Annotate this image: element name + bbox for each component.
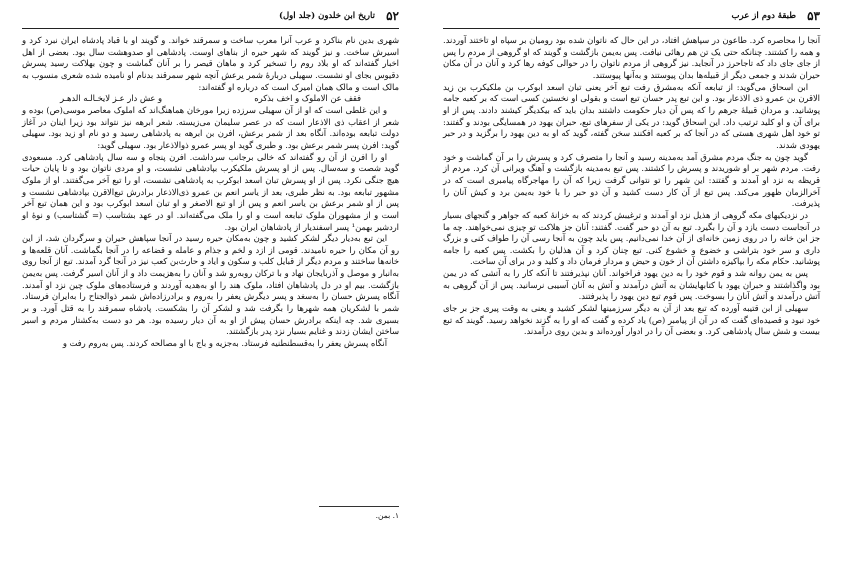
- right-paragraph: در نزدیکیهای مکه گروهی از هذیل نزد او آمدند و ترغیبش کردند که به خزانهٔ کعبه که جواهر و گنجهای بسیار در آنجاست دست یازد و آن را بگیرد. تبع به آن دو حبر گفت. گفتند: آنان جز هلاکت تو چیزی نمی‌خواهند. چه ما جز این خانه را در روی زمین خانه‌ای از آن خدا نمی‌دانیم. پس باید چون به آنجا رسی آن را طواف کنی و بزرگ داری و سر خود بتراشی و خضوع و خشوع کنی. تبع چنان کرد و آن هذلیان را بکشت. پس کعبه را جامه پوشانید. حکام مکه را بپاکیزه داشتن آن از خون و حیض و مردار فرمان داد و کلید و در برای آن ساخت.: [443, 209, 820, 267]
- footnote-rule: [319, 506, 399, 507]
- left-running-title: تاریخ ابن خلدون (جلد اول): [278, 11, 375, 21]
- verse-hemistich-left: و عش دار عـز لایخـالـه الدهـر: [60, 93, 163, 104]
- right-paragraph: آنجا را محاصره کرد. طاعون در سپاهش افتاد، در این حال که ناتوان شده بود رومیان بر سپاه او تاختند آوردند. و همه را کشتند. چنانکه حتی یک تن هم رهائی نیافت. پس به‌یمن بازگشت و گویند که او گروهی از مردم را پس از جای جای داد که تاجاحرز در آنجاید. نیز گروهی از مردم ناتوان را در حوالی کوفه رها کرد و آنان در آن مکان حیران شدند و جمعی دیگر از قبیله‌ها بدان پیوستند و به‌آنها پیوستند.: [443, 35, 820, 80]
- left-paragraph: آنگاه پسرش یعفر را به‌قسطنطنیه فرستاد. به‌جزیه و باج با او مصالحه کردند. پس به‌روم رفت و: [62, 338, 387, 349]
- left-paragraph: او را افرن از آن رو گفته‌اند که خالی برجانب سرداشت. افرن پنجاه و سه سال پادشاهی کرد. مسعودی گوید شصت و سه‌سال. پس از او پسرش ملکیکرب بپادشاهی نشست، و او مردی ناتوان بود و تا پایان حیات هیچ جنگی نکرد. پس از او پسرش تبان اسعد ابوکرب به پادشاهی نشست، او را تبع آخر می‌گفتند. او از ملوک مشهور تبابعه بود. به نظر طبری، بعد از یاسر انعم بن عمرو ذی‌الاذعار برادرش تبع‌الاقرن بپادشاهی نشست و پس از او شمر برعش بن یاسر انعم و پس از او تبع الاصغر و او تبان اسعد ابوکرب بود و این همان تبع آخر است و از مشهوران ملوک تبابعه است و او را ملک می‌گفته‌اند. او در عهد بشتاسب (= گشتاسب) و نوهٔ او اردشیر بهمن¹ پسر اسفندیار از پادشاهان ایران بود.: [22, 151, 399, 232]
- right-paragraph: سهیلی از ابن قتیبه آورده که تبع بعد از آن به دیگر سرزمینها لشکر کشید و یعنی به وقت پیری جز بر جای خود نبود و قصیده‌ای گفت که در آن از پیامبر (ص) یاد کرده و گفت که او را به گزند نخواهد رسید. گویند که تبع بیست و شش سال پادشاهی کرد. و بعضی آن را در ادوار آورده‌اند و بدین روی درآمدند.: [443, 303, 820, 337]
- right-page-number: ۵۳: [807, 9, 820, 23]
- left-paragraph: این تبع به‌دیار دیگر لشکر کشید و چون به‌مکان حیره رسید در آنجا سپاهش حیران و سرگردان شد، از این رو آن مکان را حیره نامیدند. قومی از ازد و لخم و جذام و عامله و قضاعه را در آنجا بگماشت. آنان قلعه‌ها و خانه‌ها ساختند و مردم دیگر از قبایل کلب و سکون و ایاد و حارث‌بن کعب نیز در آنجا گرد آمدند. تبع از آنجا روی به‌انبار و موصل و آذربایجان نهاد و با ترکان روبه‌رو شد و آنان را به‌هزیمت داد و از آنان اسیر گرفت. پس به‌یمن بازگشت. بیم او در دل پادشاهان افتاد، ملوک هند را او به‌هدیه آوردند و فرستاده‌های ملوک چین نزد او آمدند. آنگاه پسرش حسان را به‌سغد و پسر دیگرش یعفر را به‌روم و برادرزاده‌اش شمر ذوالجناح را به‌ایران فرستاد. شمر با لشکریان همه شهرها را بگرفت شد و لشکر آن را بشکست. پادشاه سمرقند را به قتل آورد. و بر بسیری شد. چه اینکه برادرش حسان پیش از او به آن دیار رسیده بود. هر دو دست به‌کشتار مردم و اسیر ساختن ایشان زدند و غنایم بسیار نزد پدر بازگشتند.: [22, 233, 399, 337]
- footnote: ۱. بمن.: [375, 511, 399, 520]
- left-page-body: [22, 35, 399, 350]
- right-header-rule: [443, 28, 820, 29]
- left-header-rule: [22, 28, 399, 29]
- left-page-header: [22, 9, 399, 23]
- right-paragraph: ابن اسحاق می‌گوید: از تبابعه آنکه به‌مشرق رفت تبع آخر یعنی تبان اسعد ابوکرب بن ملکیکرب بن زید الاقرن بن عمرو ذی الاذعار بود. و این تبع پدر حسان تبع است و بقولی او نخستین کسی است که بر کعبه جامه پوشانید. و مردان قبیلهٔ جرهم را که پس آن دیار حکومت داشتند بدان باید که بیکدیگر کیشند دادند. پس از او برای آن و او کلید ترتیب داد. این اسحاق گوید: در یکی از سفرهای تبع، حبران یهود در همسایگی بودند و گفتند: تو خود اهل شهری هستی که در آنجا که بر کعبه افکنند سخن گفته، گوید که او به دین یهود را برگزید و در حبر یهودی شدند.: [443, 81, 820, 150]
- right-running-title: طبقهٔ دوم از عرب: [731, 11, 796, 21]
- right-paragraph: گوید چون به جنگ مردم مشرق آمد به‌مدینه رسید و آنجا را متصرف کرد و پسرش را بر آن گماشت و خود رفت. مردم شهر بر او شوریدند و پسرش را کشتند. پس تبع به‌مدینه بازگشت و آهنگ ویرانی آن کرد. مردم از قریظه به نزد او آمدند و گفتند: این شهر را تو نتوانی گرفت زیرا که آن را مهاجرگاه پیامبری است که در آخرالزمان ظهور می‌کند. پس تبع از آن کار دست کشید و آن دو حبر را با خود به‌یمن برد و کیش آنان را پذیرفت.: [443, 151, 820, 209]
- right-paragraph: پس به یمن روانه شد و قوم خود را به دین یهود فراخواند. آنان نپذیرفتند تا آنکه کار را به آتشی که در یمن بود واگذاشتند و حبران یهود با کتابهایشان به آتش درآمدند و آتش به آنان آسیبی نرسانید. پس از آن گروهی به آتش درآمدند و آتش آنان را بسوخت. پس قوم تبع دین یهود را پذیرفتند.: [443, 268, 820, 302]
- left-paragraph: شهری بدین نام بناکرد و عرب آنرا معرب ساخت و سمرقند خواند. و گویند او با قباد پادشاه ایران نبرد کرد و اسیرش ساخت. و نیز گویند که شهر حیره از بناهای اوست. پادشاهی او صدوهشت سال بود. بعضی از اهل اخبار گفته‌اند که او بلاد روم را تسخیر کرد و ماهان قیصر را بر آنان گماشت و چون بهلاکت رسید پسرش دقیوس بجای او نشست. سهیلی دربارهٔ شمر یرعش آنچه شهر سمرقند بدنام او نامیده شده شعری منسوب به مالک است و مالک همان امیرک است که درباره او گفته‌اند:: [22, 35, 399, 92]
- verse-line: [22, 93, 399, 105]
- right-page: [421, 0, 842, 570]
- verse-hemistich-right: فقف عن الاملوک و اخف بذکره: [254, 93, 361, 104]
- right-page-header: [443, 9, 820, 23]
- left-paragraph: و این غلطی است که او از آن سهیلی سرزده زیرا مورخان هماهنگ‌اند که املوک معاصر موسی(ص) بوده و شعر از اعقاب ذی الاذعار است که در عصر سلیمان می‌زیسته. شعر ابرهه نیز نتواند بود زیرا اینان در آغاز دولت تبابعه بوده‌اند. آنگاه بعد از شمر برعش، افرن بن ابرهه به پادشاهی رسید و دو نام او زید بود. سهیلی گوید: افرن پسر شمر برعش بود. و طبری گوید او پسر عمرو ذوالاذعار بود. سهیلی گوید:: [22, 104, 399, 150]
- right-page-body: [443, 35, 820, 338]
- left-page-number: ۵۲: [386, 9, 399, 23]
